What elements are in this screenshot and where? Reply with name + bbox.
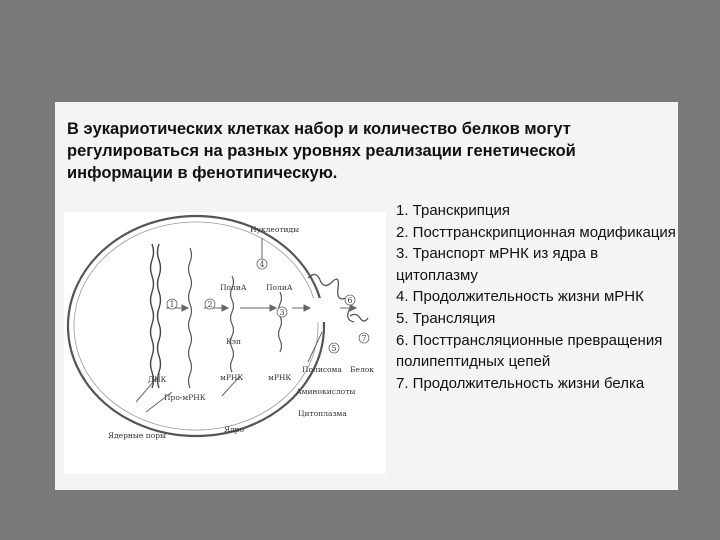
diagram-svg — [64, 212, 386, 474]
label-amino-acids: Аминокислоты — [296, 387, 356, 396]
step-5-number: 5 — [331, 344, 337, 353]
step-7-number: 7 — [361, 334, 367, 343]
label-pre-mrnk: Про-мРНК — [164, 393, 206, 402]
label-nucleotides: Нуклеотиды — [250, 225, 300, 234]
step-1-number: 1 — [169, 300, 175, 309]
label-pores: Ядерные поры — [108, 431, 166, 440]
list-item: 5. Трансляция — [396, 309, 496, 327]
dna-strand-2 — [158, 244, 161, 388]
step-6-number: 6 — [347, 296, 353, 305]
regulation-levels-list — [396, 200, 676, 394]
label-polya-2: ПолиА — [266, 283, 293, 292]
label-nucleus: Ядро — [224, 425, 244, 434]
label-mrnk-2: мРНК — [268, 373, 292, 382]
label-polya-1: ПолиА — [220, 283, 247, 292]
dna-strand — [151, 244, 154, 388]
list-item: 4. Продолжительность жизни мРНК — [396, 288, 644, 306]
gene-expression-diagram — [64, 212, 386, 474]
mrna-strand-cytoplasm — [279, 292, 282, 352]
list-item: 3. Транспорт мРНК из ядра в цитоплазму — [396, 245, 599, 284]
label-cytoplasm: Цитоплазма — [298, 409, 347, 418]
slide-heading: В эукариотических клетках набор и количество белков могут регулироваться на разных уровнях реализации генетической информации в фенотипическую. — [67, 120, 576, 182]
list-item: 6. Посттрансляционные превращения полипептидных цепей — [396, 331, 663, 371]
label-dnk: ДНК — [148, 375, 167, 384]
step-4-number: 4 — [259, 260, 265, 269]
label-polysome: Полисома — [302, 365, 342, 374]
step-2-number: 2 — [207, 300, 213, 309]
label-kep: Кэп — [226, 337, 242, 346]
list-item: 1. Транскрипция — [396, 202, 510, 219]
label-mrnk-1: мРНК — [220, 373, 244, 382]
list-item: 7. Продолжительность жизни белка — [396, 374, 645, 392]
label-protein: Белок — [350, 365, 374, 374]
pre-mrna-strand — [189, 248, 192, 388]
step-markers — [167, 259, 369, 353]
nuclear-pore — [311, 298, 325, 322]
step-3-number: 3 — [279, 308, 285, 317]
nucleus-outline — [68, 216, 324, 436]
protein-strand — [350, 314, 368, 321]
list-item: 2. Посттранскрипционная модификация — [396, 223, 676, 241]
